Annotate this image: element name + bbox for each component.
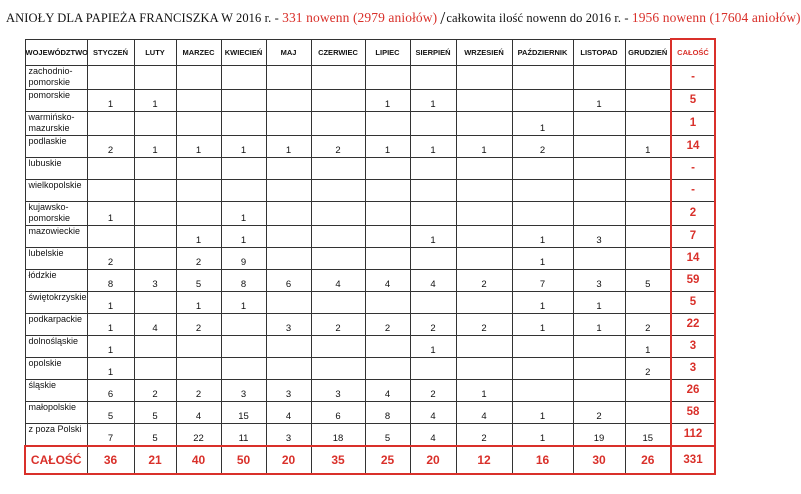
- month-cell: [134, 336, 176, 358]
- month-cell: 15: [625, 424, 671, 447]
- month-total: 36: [87, 446, 134, 474]
- month-cell: [311, 202, 365, 226]
- month-cell: 1: [87, 336, 134, 358]
- region-name: dolnośląskie: [25, 336, 87, 358]
- month-cell: [221, 112, 266, 136]
- month-cell: 19: [573, 424, 625, 447]
- row-total: 26: [671, 380, 715, 402]
- region-name: wielkopolskie: [25, 180, 87, 202]
- month-cell: [311, 248, 365, 270]
- month-cell: 6: [266, 270, 311, 292]
- month-cell: [311, 112, 365, 136]
- month-cell: [456, 112, 512, 136]
- column-header: LISTOPAD: [573, 39, 625, 66]
- month-cell: [134, 180, 176, 202]
- month-cell: 2: [573, 402, 625, 424]
- footer-row: [25, 446, 715, 474]
- month-cell: 4: [410, 270, 456, 292]
- month-cell: 2: [456, 270, 512, 292]
- month-cell: 1: [134, 136, 176, 158]
- month-cell: [176, 66, 221, 90]
- month-cell: 1: [410, 90, 456, 112]
- month-cell: 4: [134, 314, 176, 336]
- row-total: 14: [671, 248, 715, 270]
- month-cell: [311, 292, 365, 314]
- month-cell: [410, 112, 456, 136]
- month-total: 40: [176, 446, 221, 474]
- month-cell: [410, 202, 456, 226]
- month-total: 35: [311, 446, 365, 474]
- column-header: CZERWIEC: [311, 39, 365, 66]
- region-name: małopolskie: [25, 402, 87, 424]
- month-total: 16: [512, 446, 573, 474]
- row-total: 2: [671, 202, 715, 226]
- month-cell: 3: [221, 380, 266, 402]
- month-cell: 4: [410, 402, 456, 424]
- month-cell: 2: [456, 314, 512, 336]
- month-cell: 1: [176, 292, 221, 314]
- month-cell: [456, 202, 512, 226]
- title-prefix: ANIOŁY DLA PAPIEŻA FRANCISZKA W 2016 r. -: [6, 11, 283, 25]
- table-row: [25, 270, 715, 292]
- month-cell: [512, 180, 573, 202]
- month-cell: [134, 158, 176, 180]
- month-cell: 2: [176, 314, 221, 336]
- header-row: [25, 39, 715, 66]
- month-cell: 1: [573, 314, 625, 336]
- month-cell: 4: [456, 402, 512, 424]
- title-year-count: 331 nowenn (2979 aniołów): [282, 10, 438, 25]
- novenas-table: [24, 38, 716, 475]
- month-cell: [365, 226, 410, 248]
- month-cell: 1: [410, 336, 456, 358]
- month-cell: [512, 158, 573, 180]
- month-cell: 5: [625, 270, 671, 292]
- month-cell: 8: [221, 270, 266, 292]
- table-row: [25, 358, 715, 380]
- month-cell: [410, 248, 456, 270]
- month-cell: 1: [410, 136, 456, 158]
- month-cell: 1: [512, 424, 573, 447]
- month-cell: 1: [221, 202, 266, 226]
- column-header: MARZEC: [176, 39, 221, 66]
- month-cell: [512, 90, 573, 112]
- row-total: -: [671, 66, 715, 90]
- month-cell: [573, 112, 625, 136]
- month-cell: 3: [573, 270, 625, 292]
- month-cell: [266, 292, 311, 314]
- month-cell: 1: [512, 314, 573, 336]
- table-row: [25, 424, 715, 447]
- month-cell: [176, 112, 221, 136]
- title-total-count: 1956 nowenn (17604 aniołów): [631, 10, 801, 25]
- month-cell: [221, 90, 266, 112]
- month-cell: [512, 358, 573, 380]
- row-total: -: [671, 180, 715, 202]
- column-header: CAŁOŚĆ: [671, 39, 715, 66]
- month-cell: [365, 112, 410, 136]
- month-cell: [410, 180, 456, 202]
- region-name: warmińsko-mazurskie: [25, 112, 87, 136]
- month-cell: [410, 66, 456, 90]
- month-cell: 2: [176, 380, 221, 402]
- month-cell: [573, 158, 625, 180]
- month-cell: [456, 90, 512, 112]
- month-cell: [134, 202, 176, 226]
- month-cell: [134, 248, 176, 270]
- column-header: GRUDZIEŃ: [625, 39, 671, 66]
- month-cell: [266, 202, 311, 226]
- table-row: [25, 112, 715, 136]
- month-cell: [221, 358, 266, 380]
- month-cell: [573, 66, 625, 90]
- month-cell: [410, 292, 456, 314]
- month-cell: [625, 158, 671, 180]
- month-cell: [311, 226, 365, 248]
- month-cell: [625, 402, 671, 424]
- month-cell: [512, 380, 573, 402]
- month-cell: 1: [365, 136, 410, 158]
- month-cell: 2: [311, 314, 365, 336]
- month-cell: [573, 248, 625, 270]
- month-cell: [573, 336, 625, 358]
- month-cell: 2: [410, 380, 456, 402]
- month-cell: [625, 66, 671, 90]
- month-cell: 1: [134, 90, 176, 112]
- month-cell: [266, 158, 311, 180]
- month-cell: 6: [87, 380, 134, 402]
- month-cell: 8: [365, 402, 410, 424]
- month-cell: [176, 358, 221, 380]
- month-cell: [87, 112, 134, 136]
- month-cell: 9: [221, 248, 266, 270]
- month-cell: [365, 202, 410, 226]
- month-cell: [176, 336, 221, 358]
- month-cell: [221, 158, 266, 180]
- month-cell: [456, 226, 512, 248]
- region-name: kujawsko-pomorskie: [25, 202, 87, 226]
- month-cell: 2: [365, 314, 410, 336]
- month-cell: [221, 314, 266, 336]
- month-total: 20: [410, 446, 456, 474]
- row-total: 5: [671, 90, 715, 112]
- month-cell: 2: [410, 314, 456, 336]
- month-cell: [87, 180, 134, 202]
- column-header: PAŹDZIERNIK: [512, 39, 573, 66]
- region-name: podkarpackie: [25, 314, 87, 336]
- month-cell: [365, 292, 410, 314]
- month-cell: [512, 66, 573, 90]
- month-cell: [365, 248, 410, 270]
- month-cell: 1: [512, 292, 573, 314]
- month-cell: 1: [266, 136, 311, 158]
- month-cell: [456, 358, 512, 380]
- month-cell: [625, 90, 671, 112]
- month-cell: 3: [266, 424, 311, 447]
- table-row: [25, 180, 715, 202]
- row-total: 5: [671, 292, 715, 314]
- table-row: [25, 66, 715, 90]
- month-cell: [134, 66, 176, 90]
- month-cell: [311, 180, 365, 202]
- month-cell: [266, 66, 311, 90]
- title-total-prefix: całkowita ilość nowenn do 2016 r. -: [446, 11, 632, 25]
- grand-total: 331: [671, 446, 715, 474]
- month-cell: 2: [456, 424, 512, 447]
- month-cell: [176, 180, 221, 202]
- month-cell: 1: [87, 90, 134, 112]
- table-row: [25, 402, 715, 424]
- month-cell: [266, 336, 311, 358]
- month-cell: [311, 90, 365, 112]
- month-cell: 5: [365, 424, 410, 447]
- month-cell: 1: [573, 292, 625, 314]
- region-name: pomorskie: [25, 90, 87, 112]
- month-cell: [456, 336, 512, 358]
- month-cell: [87, 158, 134, 180]
- month-cell: [625, 380, 671, 402]
- month-cell: [625, 202, 671, 226]
- month-cell: 1: [410, 226, 456, 248]
- column-header: WOJEWÓDZTWO: [25, 39, 87, 66]
- month-cell: 3: [311, 380, 365, 402]
- month-cell: [221, 180, 266, 202]
- month-cell: 1: [512, 112, 573, 136]
- title-slash: /: [440, 8, 446, 28]
- month-cell: [573, 202, 625, 226]
- month-cell: 5: [87, 402, 134, 424]
- table-row: [25, 158, 715, 180]
- row-total: 14: [671, 136, 715, 158]
- month-cell: [512, 336, 573, 358]
- month-cell: 5: [134, 424, 176, 447]
- month-cell: [625, 292, 671, 314]
- month-cell: [176, 90, 221, 112]
- month-cell: 2: [87, 248, 134, 270]
- month-cell: [311, 336, 365, 358]
- month-cell: 4: [365, 270, 410, 292]
- month-cell: 8: [87, 270, 134, 292]
- month-cell: [87, 66, 134, 90]
- month-cell: 4: [311, 270, 365, 292]
- month-cell: 2: [176, 248, 221, 270]
- row-total: 112: [671, 424, 715, 447]
- month-cell: 1: [87, 202, 134, 226]
- month-cell: 5: [176, 270, 221, 292]
- month-cell: [176, 202, 221, 226]
- column-header: SIERPIEŃ: [410, 39, 456, 66]
- month-cell: [456, 180, 512, 202]
- row-total: 22: [671, 314, 715, 336]
- month-cell: [365, 158, 410, 180]
- column-header: STYCZEŃ: [87, 39, 134, 66]
- month-cell: [266, 358, 311, 380]
- month-cell: 1: [625, 136, 671, 158]
- month-cell: 1: [512, 402, 573, 424]
- row-total: 3: [671, 358, 715, 380]
- month-cell: 4: [365, 380, 410, 402]
- month-cell: [456, 248, 512, 270]
- month-cell: 6: [311, 402, 365, 424]
- month-cell: [365, 358, 410, 380]
- month-cell: 1: [456, 136, 512, 158]
- month-cell: [625, 112, 671, 136]
- month-cell: 1: [87, 358, 134, 380]
- region-name: zachodnio-pomorskie: [25, 66, 87, 90]
- month-cell: [266, 90, 311, 112]
- month-cell: [176, 158, 221, 180]
- month-cell: 1: [365, 90, 410, 112]
- month-cell: 1: [87, 292, 134, 314]
- footer-label: CAŁOŚĆ: [25, 446, 87, 474]
- month-cell: 1: [625, 336, 671, 358]
- row-total: 59: [671, 270, 715, 292]
- month-cell: [365, 66, 410, 90]
- month-cell: [311, 358, 365, 380]
- region-name: z poza Polski: [25, 424, 87, 447]
- month-cell: [87, 226, 134, 248]
- table-row: [25, 90, 715, 112]
- month-cell: 4: [410, 424, 456, 447]
- region-name: śląskie: [25, 380, 87, 402]
- month-cell: [625, 226, 671, 248]
- month-cell: [311, 66, 365, 90]
- month-total: 25: [365, 446, 410, 474]
- region-name: lubuskie: [25, 158, 87, 180]
- column-header: WRZESIEŃ: [456, 39, 512, 66]
- month-total: 21: [134, 446, 176, 474]
- table-row: [25, 380, 715, 402]
- month-cell: [456, 158, 512, 180]
- month-cell: [410, 158, 456, 180]
- month-cell: 4: [176, 402, 221, 424]
- month-cell: [266, 180, 311, 202]
- column-header: LIPIEC: [365, 39, 410, 66]
- month-cell: [573, 180, 625, 202]
- month-cell: 1: [176, 226, 221, 248]
- month-total: 26: [625, 446, 671, 474]
- month-cell: 2: [87, 136, 134, 158]
- region-name: świętokrzyskie: [25, 292, 87, 314]
- month-cell: [573, 380, 625, 402]
- month-cell: [266, 226, 311, 248]
- month-cell: [456, 66, 512, 90]
- month-cell: 3: [134, 270, 176, 292]
- region-name: opolskie: [25, 358, 87, 380]
- month-cell: 4: [266, 402, 311, 424]
- region-name: mazowieckie: [25, 226, 87, 248]
- month-cell: [221, 66, 266, 90]
- month-cell: 1: [221, 226, 266, 248]
- month-cell: [134, 112, 176, 136]
- table-row: [25, 336, 715, 358]
- month-cell: 1: [87, 314, 134, 336]
- row-total: -: [671, 158, 715, 180]
- month-cell: [365, 336, 410, 358]
- month-cell: [365, 180, 410, 202]
- month-cell: [573, 136, 625, 158]
- month-total: 50: [221, 446, 266, 474]
- month-cell: 2: [625, 358, 671, 380]
- region-name: łódzkie: [25, 270, 87, 292]
- row-total: 1: [671, 112, 715, 136]
- month-cell: 2: [134, 380, 176, 402]
- month-cell: [625, 248, 671, 270]
- column-header: MAJ: [266, 39, 311, 66]
- month-cell: 18: [311, 424, 365, 447]
- month-cell: 15: [221, 402, 266, 424]
- table-row: [25, 226, 715, 248]
- month-cell: [134, 226, 176, 248]
- month-total: 20: [266, 446, 311, 474]
- region-name: podlaskie: [25, 136, 87, 158]
- month-cell: 7: [512, 270, 573, 292]
- month-cell: 22: [176, 424, 221, 447]
- month-cell: 1: [456, 380, 512, 402]
- table-row: [25, 248, 715, 270]
- month-total: 12: [456, 446, 512, 474]
- page-title: [6, 8, 801, 29]
- month-cell: 7: [87, 424, 134, 447]
- table-row: [25, 136, 715, 158]
- month-cell: 3: [266, 380, 311, 402]
- table-row: [25, 314, 715, 336]
- month-cell: 1: [573, 90, 625, 112]
- row-total: 58: [671, 402, 715, 424]
- month-cell: [221, 336, 266, 358]
- table-row: [25, 292, 715, 314]
- month-cell: [266, 248, 311, 270]
- column-header: KWIECIEŃ: [221, 39, 266, 66]
- month-cell: [573, 358, 625, 380]
- month-cell: 1: [221, 136, 266, 158]
- month-cell: [311, 158, 365, 180]
- month-cell: 3: [266, 314, 311, 336]
- month-cell: 11: [221, 424, 266, 447]
- month-total: 30: [573, 446, 625, 474]
- month-cell: [410, 358, 456, 380]
- month-cell: [625, 180, 671, 202]
- month-cell: [266, 112, 311, 136]
- month-cell: 1: [512, 248, 573, 270]
- month-cell: [134, 358, 176, 380]
- month-cell: 1: [176, 136, 221, 158]
- month-cell: [456, 292, 512, 314]
- month-cell: 2: [512, 136, 573, 158]
- row-total: 7: [671, 226, 715, 248]
- region-name: lubelskie: [25, 248, 87, 270]
- month-cell: [134, 292, 176, 314]
- month-cell: 1: [512, 226, 573, 248]
- month-cell: 1: [221, 292, 266, 314]
- month-cell: 2: [625, 314, 671, 336]
- table-row: [25, 202, 715, 226]
- month-cell: [512, 202, 573, 226]
- month-cell: 3: [573, 226, 625, 248]
- column-header: LUTY: [134, 39, 176, 66]
- month-cell: 5: [134, 402, 176, 424]
- row-total: 3: [671, 336, 715, 358]
- month-cell: 2: [311, 136, 365, 158]
